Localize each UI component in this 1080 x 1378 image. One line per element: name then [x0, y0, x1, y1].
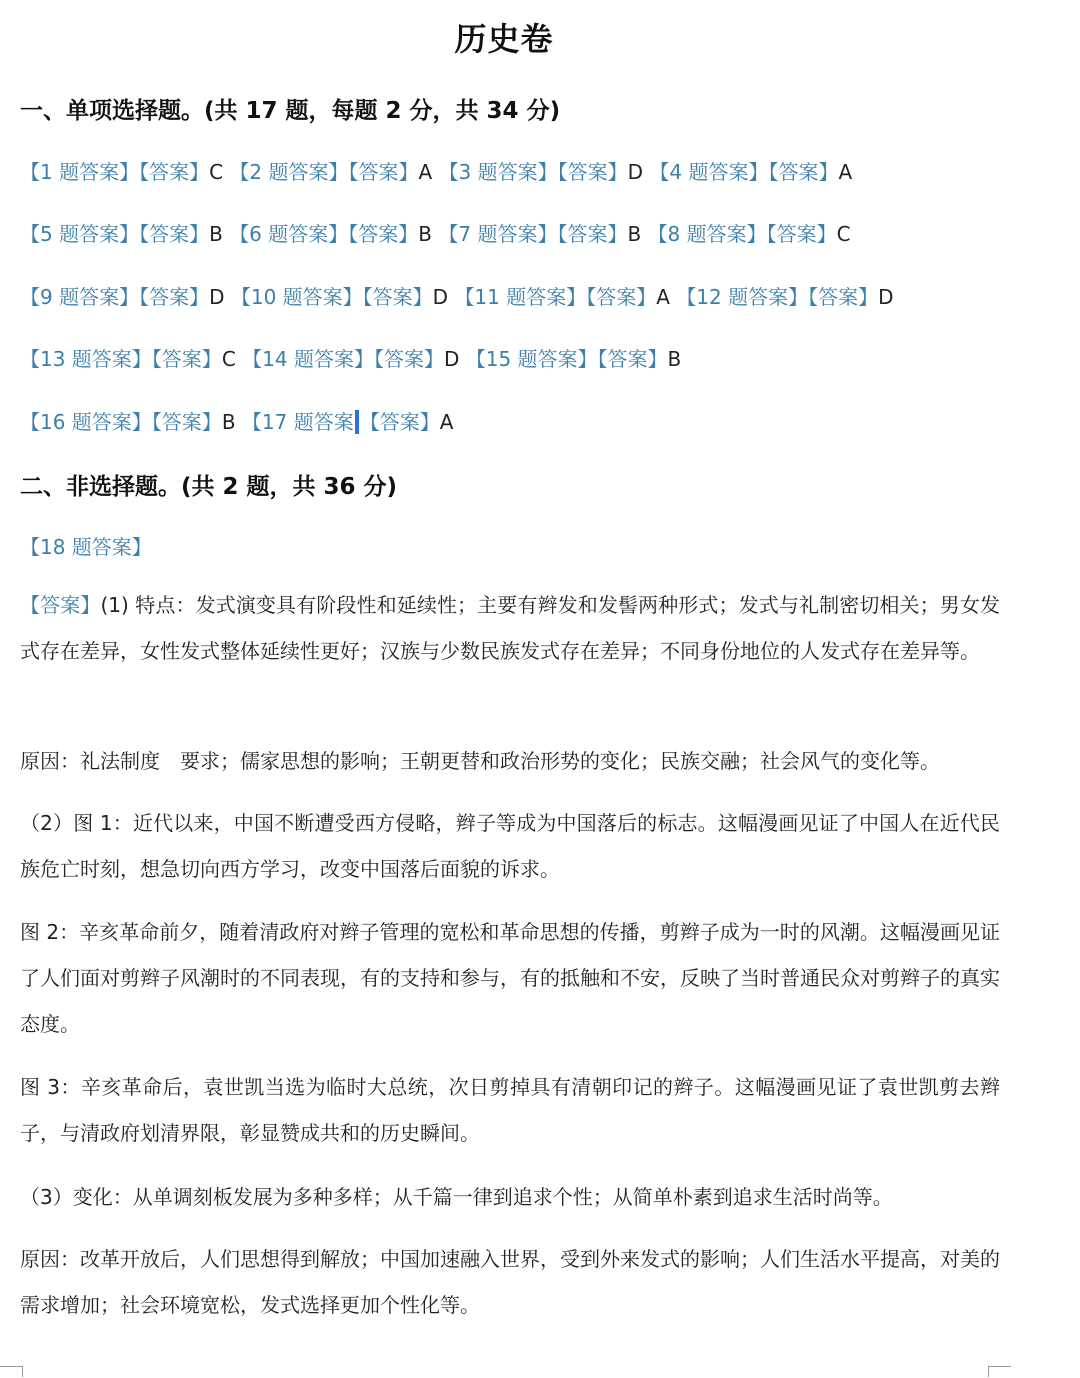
answer-paragraph-4: 图 2：辛亥革命前夕，随着清政府对辫子管理的宽松和革命思想的传播，剪辫子成为一时的风潮。这幅漫画见证了人们面对剪辫子风潮时的不同表现，有的支持和参与，有的抵触和不安，反映了当时普通民众对剪辫子的真实态度。 — [20, 920, 1000, 1036]
answer-value: A — [418, 160, 433, 184]
question-tag: 【13 题答案】 — [20, 347, 152, 371]
answer-row-4 — [20, 343, 681, 372]
question-tag: 【17 题答案 — [241, 410, 354, 434]
answer-label: 【答案】 — [139, 285, 210, 309]
answer-value: B — [209, 222, 223, 246]
answer-value: B — [221, 410, 236, 434]
answer-paragraph-2: 原因：礼法制度 要求；儒家思想的影响；王朝更替和政治形势的变化；民族交融；社会风气的变化等。 — [20, 749, 940, 773]
answer-paragraph-5: 图 3：辛亥革命后，袁世凯当选为临时大总统，次日剪掉具有清朝印记的辫子。这幅漫画见证了袁世凯剪去辫子，与清政府划清界限，彰显赞成共和的历史瞬间。 — [20, 1075, 1000, 1145]
answer-label: 【答案】 — [139, 160, 210, 184]
answer-label: 【答案】 — [808, 285, 879, 309]
answer-paragraph-3: （2）图 1：近代以来，中国不断遭受西方侵略，辫子等成为中国落后的标志。这幅漫画见证了中国人在近代民族危亡时刻，想急切向西方学习，改变中国落后面貌的诉求。 — [20, 811, 1000, 881]
answer-value: C — [221, 347, 236, 371]
answer-label: 【答案】 — [362, 285, 433, 309]
question-tag: 【10 题答案】 — [230, 285, 363, 309]
section-1-heading: 一、单项选择题。(共 17 题，每题 2 分，共 34 分) — [20, 98, 561, 124]
question-tag: 【12 题答案】 — [676, 285, 809, 309]
question-tag: 【3 题答案】 — [438, 160, 558, 184]
document-title: 历史卷 — [454, 20, 554, 58]
answer-paragraph-1 — [20, 582, 1000, 674]
paragraph-text: (1) 特点：发式演变具有阶段性和延续性；主要有辫发和发髻两种形式；发式与礼制密切相关；男女发式存在差异，女性发式整体延续性更好；汉族与少数民族发式存在差异；不同身份地位的人发式存在差异等。 — [20, 593, 1001, 663]
answer-paragraph-7: 原因：改革开放后，人们思想得到解放；中国加速融入世界，受到外来发式的影响；人们生活水平提高，对美的需求增加；社会环境宽松，发式选择更加个性化等。 — [20, 1247, 1000, 1317]
answer-paragraph-6: （3）变化：从单调刻板发展为多种多样；从千篇一律到追求个性；从简单朴素到追求生活时尚等。 — [20, 1185, 893, 1209]
answer-row-5 — [20, 406, 453, 435]
answer-label: 【答案】 — [139, 222, 210, 246]
answer-value: B — [627, 222, 642, 246]
answer-label: 【答案】 — [597, 347, 668, 371]
answer-value: C — [209, 160, 224, 184]
question-tag: 【6 题答案】 — [229, 222, 349, 246]
answer-value: D — [878, 285, 894, 309]
question-18-heading — [20, 531, 152, 560]
section-2-heading: 二、非选择题。(共 2 题，共 36 分) — [20, 474, 398, 500]
page-corner-mark-left — [0, 1366, 23, 1377]
answer-row-1 — [20, 156, 852, 185]
text-cursor-mark — [355, 410, 359, 434]
page-corner-mark-right — [988, 1366, 1011, 1377]
answer-value: D — [209, 285, 225, 309]
answer-value: B — [667, 347, 682, 371]
answer-label: 【答案】 — [586, 285, 657, 309]
answer-label: 【答案】 — [373, 347, 444, 371]
question-tag: 【9 题答案】 — [20, 285, 140, 309]
answer-value: C — [836, 222, 851, 246]
question-tag: 【1 题答案】 — [20, 160, 140, 184]
answer-value: D — [443, 347, 460, 371]
answer-label: 【答案】 — [557, 160, 628, 184]
question-tag: 【11 题答案】 — [454, 285, 587, 309]
answer-row-2 — [20, 218, 851, 247]
answer-value: A — [838, 160, 853, 184]
question-tag: 【2 题答案】 — [229, 160, 349, 184]
answer-value: A — [439, 410, 454, 434]
question-tag: 【15 题答案】 — [465, 347, 598, 371]
question-tag: 【7 题答案】 — [438, 222, 558, 246]
answer-label: 【答案】 — [768, 160, 839, 184]
question-tag: 【18 题答案】 — [20, 535, 152, 559]
answer-label: 【答案】 — [348, 160, 419, 184]
answer-label: 【答案】 — [151, 410, 222, 434]
question-tag: 【8 题答案】 — [647, 222, 767, 246]
answer-label: 【答案】 — [766, 222, 837, 246]
answer-row-3 — [20, 281, 894, 310]
question-tag: 【16 题答案】 — [20, 410, 152, 434]
question-tag: 【5 题答案】 — [20, 222, 140, 246]
answer-label: 【答案】 — [151, 347, 222, 371]
answer-label: 【答案】 — [348, 222, 419, 246]
answer-value: B — [418, 222, 433, 246]
answer-label: 【答案】 — [20, 593, 101, 617]
answer-value: D — [432, 285, 449, 309]
answer-label: 【答案】 — [359, 410, 440, 434]
question-tag: 【4 题答案】 — [649, 160, 769, 184]
answer-value: D — [627, 160, 644, 184]
question-tag: 【14 题答案】 — [242, 347, 374, 371]
answer-value: A — [656, 285, 670, 309]
answer-label: 【答案】 — [557, 222, 628, 246]
